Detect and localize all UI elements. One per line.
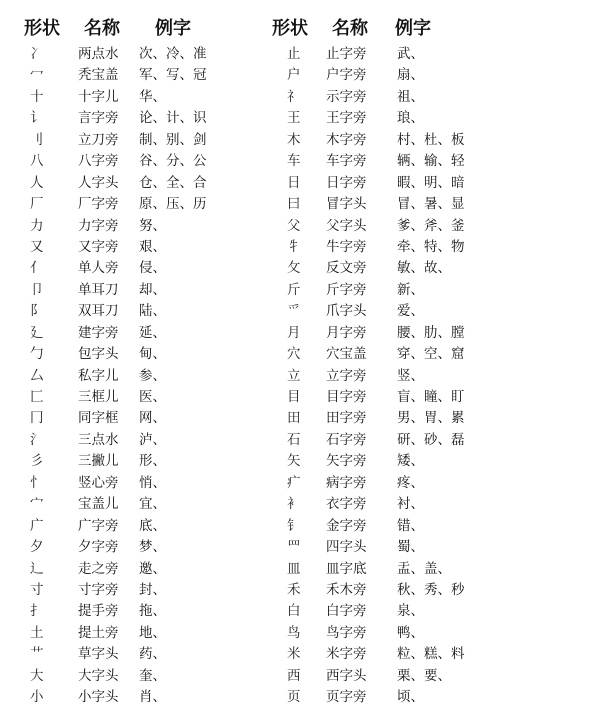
left-name: 单耳刀 [78,281,119,298]
left-name: 两点水 [78,46,119,62]
left-examples: 地、 [139,624,166,641]
right-shape: 疒 [287,474,301,491]
right-examples: 辆、输、轻 [397,153,465,170]
left-shape: 辶 [30,560,44,577]
left-shape: 夕 [30,539,44,556]
table-row [0,473,600,494]
table-row [0,451,600,472]
right-name: 牛字旁 [326,238,367,255]
table-row [0,108,600,129]
right-name: 矢字旁 [326,453,367,470]
right-name: 车字旁 [326,153,367,170]
left-examples: 甸、 [139,346,166,363]
table-row [0,623,600,644]
left-name: 秃宝盖 [78,67,119,84]
left-examples: 封、 [139,581,166,598]
right-examples: 敏、故、 [397,260,451,277]
right-name: 页字旁 [326,689,367,706]
left-shape: 扌 [30,603,44,620]
left-examples: 原、压、历 [139,196,207,213]
left-shape: 亻 [30,260,44,277]
left-examples: 谷、分、公 [139,153,207,170]
right-shape: 米 [287,646,301,663]
left-examples: 底、 [139,517,166,534]
left-name: 走之旁 [78,560,119,577]
header-left-examples: 例字 [155,18,191,39]
left-examples: 华、 [139,88,166,105]
right-examples: 竖、 [397,367,424,384]
table-row [0,65,600,86]
table-row [0,301,600,322]
table-row [0,687,600,708]
radical-table [0,44,600,709]
right-name: 爪字头 [326,303,367,320]
header-left-shape: 形状 [24,18,60,39]
left-name: 十字儿 [78,88,119,105]
left-name: 八字旁 [78,153,119,170]
table-row [0,366,600,387]
right-examples: 顷、 [397,689,424,706]
left-examples: 宜、 [139,496,166,513]
left-examples: 制、别、剑 [139,131,207,148]
right-name: 鸟字旁 [326,624,367,641]
right-examples: 泉、 [397,603,424,620]
left-examples: 军、写、冠 [139,67,207,84]
right-name: 西字头 [326,667,367,684]
left-examples: 梦、 [139,539,166,556]
left-name: 草字头 [78,646,119,663]
right-examples: 粒、糕、料 [397,646,465,663]
left-name: 人字头 [78,174,119,191]
right-examples: 暇、明、暗 [397,174,465,191]
left-shape: 阝 [30,303,44,320]
left-shape: 大 [30,667,44,684]
left-shape: 讠 [30,110,44,127]
table-row [0,644,600,665]
table-row [0,130,600,151]
right-shape: 矢 [287,453,301,470]
table-row [0,344,600,365]
right-name: 皿字底 [326,560,367,577]
table-row [0,387,600,408]
left-shape: 刂 [30,131,44,148]
right-shape: 止 [287,46,301,62]
table-row [0,194,600,215]
right-examples: 鸭、 [397,624,424,641]
left-name: 寸字旁 [78,581,119,598]
left-name: 广字旁 [78,517,119,534]
right-name: 月字旁 [326,324,367,341]
right-shape: 西 [287,667,301,684]
right-examples: 扇、 [397,67,424,84]
left-name: 宝盖儿 [78,496,119,513]
left-name: 夕字旁 [78,539,119,556]
right-examples: 错、 [397,517,424,534]
left-shape: 土 [30,624,44,641]
right-shape: 衤 [287,496,301,513]
right-shape: 钅 [287,517,301,534]
left-examples: 形、 [139,453,166,470]
left-examples: 论、计、识 [139,110,207,127]
left-shape: 冂 [30,410,44,427]
table-row [0,280,600,301]
right-examples: 村、杜、板 [397,131,465,148]
right-name: 石字旁 [326,431,367,448]
left-name: 提手旁 [78,603,119,620]
left-examples: 陆、 [139,303,166,320]
left-name: 建字旁 [78,324,119,341]
left-name: 双耳刀 [78,303,119,320]
right-name: 金字旁 [326,517,367,534]
right-shape: 白 [287,603,301,620]
left-shape: 廴 [30,324,44,341]
right-shape: 户 [287,67,301,84]
right-examples: 祖、 [397,88,424,105]
left-examples: 拖、 [139,603,166,620]
right-shape: 田 [287,410,301,427]
right-examples: 栗、要、 [397,667,451,684]
left-examples: 悄、 [139,474,166,491]
right-name: 止字旁 [326,46,367,62]
left-shape: 人 [30,174,44,191]
table-row [0,559,600,580]
right-shape: 斤 [287,281,301,298]
left-examples: 次、冷、准 [139,46,207,62]
left-name: 同字框 [78,410,119,427]
right-shape: 爫 [287,303,301,320]
right-examples: 盂、盖、 [397,560,451,577]
right-name: 白字旁 [326,603,367,620]
table-row [0,216,600,237]
table-header [0,14,600,40]
left-shape: 彡 [30,453,44,470]
right-examples: 爱、 [397,303,424,320]
right-examples: 腰、肋、膛 [397,324,465,341]
right-examples: 琅、 [397,110,424,127]
left-name: 三撇儿 [78,453,119,470]
right-shape: 鸟 [287,624,301,641]
right-name: 王字旁 [326,110,367,127]
right-name: 病字旁 [326,474,367,491]
right-examples: 矮、 [397,453,424,470]
right-shape: 目 [287,389,301,405]
left-name: 三框儿 [78,389,119,405]
left-shape: 又 [30,238,44,255]
table-row [0,601,600,622]
table-row [0,666,600,687]
table-row [0,258,600,279]
right-examples: 男、胃、累 [397,410,465,427]
left-shape: 八 [30,153,44,170]
right-examples: 牵、特、物 [397,238,465,255]
left-name: 厂字旁 [78,196,119,213]
right-name: 日字旁 [326,174,367,191]
left-examples: 却、 [139,281,166,298]
left-shape: 艹 [30,646,44,663]
left-shape: 氵 [30,431,44,448]
right-shape: 罒 [287,539,301,556]
table-row [0,151,600,172]
left-examples: 网、 [139,410,166,427]
right-shape: 父 [287,217,301,234]
left-shape: 广 [30,517,44,534]
left-examples: 药、 [139,646,166,663]
table-row [0,494,600,515]
right-shape: 牜 [287,238,301,255]
right-examples: 冒、暑、显 [397,196,465,213]
left-name: 力字旁 [78,217,119,234]
right-name: 四字头 [326,539,367,556]
right-shape: 礻 [287,88,301,105]
table-row [0,173,600,194]
right-shape: 王 [287,110,301,127]
table-row [0,537,600,558]
right-name: 木字旁 [326,131,367,148]
table-row [0,580,600,601]
right-shape: 攵 [287,260,301,277]
right-examples: 穿、空、窟 [397,346,465,363]
left-name: 提土旁 [78,624,119,641]
right-shape: 石 [287,431,301,448]
left-examples: 艰、 [139,238,166,255]
right-examples: 秋、秀、秒 [397,581,465,598]
header-right-shape: 形状 [272,18,308,39]
table-row [0,44,600,65]
left-shape: 勹 [30,346,44,363]
left-shape: 忄 [30,474,44,491]
left-examples: 邀、 [139,560,166,577]
right-shape: 木 [287,131,301,148]
right-examples: 盲、瞳、盯 [397,389,465,405]
left-examples: 延、 [139,324,166,341]
right-examples: 蜀、 [397,539,424,556]
left-shape: 卩 [30,281,44,298]
table-row [0,323,600,344]
table-row [0,237,600,258]
right-shape: 立 [287,367,301,384]
right-shape: 车 [287,153,301,170]
left-name: 私字儿 [78,367,119,384]
left-name: 单人旁 [78,260,119,277]
right-name: 斤字旁 [326,281,367,298]
left-name: 又字旁 [78,238,119,255]
left-examples: 泸、 [139,431,166,448]
left-shape: 宀 [30,496,44,513]
right-name: 反文旁 [326,260,367,277]
right-shape: 禾 [287,581,301,598]
right-name: 衣字旁 [326,496,367,513]
table-row [0,516,600,537]
right-shape: 穴 [287,346,301,363]
left-examples: 肖、 [139,689,166,706]
right-shape: 日 [287,174,301,191]
left-name: 小字头 [78,689,119,706]
table-row [0,408,600,429]
left-shape: 厂 [30,196,44,213]
right-shape: 页 [287,689,301,706]
left-examples: 医、 [139,389,166,405]
left-examples: 奎、 [139,667,166,684]
table-row [0,430,600,451]
right-name: 冒字头 [326,196,367,213]
right-name: 父字头 [326,217,367,234]
left-shape: 厶 [30,367,44,384]
header-right-name: 名称 [332,18,368,39]
left-name: 言字旁 [78,110,119,127]
left-examples: 侵、 [139,260,166,277]
left-shape: 力 [30,217,44,234]
right-name: 穴宝盖 [326,346,367,363]
left-name: 大字头 [78,667,119,684]
right-examples: 爹、斧、釜 [397,217,465,234]
left-name: 三点水 [78,431,119,448]
right-examples: 衬、 [397,496,424,513]
left-shape: 寸 [30,581,44,598]
left-examples: 仓、全、合 [139,174,207,191]
right-name: 米字旁 [326,646,367,663]
left-shape: 十 [30,88,44,105]
left-name: 竖心旁 [78,474,119,491]
right-name: 田字旁 [326,410,367,427]
left-name: 立刀旁 [78,131,119,148]
right-name: 立字旁 [326,367,367,384]
right-shape: 曰 [287,196,301,213]
left-examples: 参、 [139,367,166,384]
right-examples: 武、 [397,46,424,62]
left-name: 包字头 [78,346,119,363]
table-row [0,87,600,108]
right-name: 示字旁 [326,88,367,105]
header-left-name: 名称 [84,18,120,39]
right-examples: 疼、 [397,474,424,491]
header-right-examples: 例字 [395,18,431,39]
right-name: 目字旁 [326,389,367,405]
right-examples: 研、砂、磊 [397,431,465,448]
left-shape: 匚 [30,389,44,405]
left-shape: 小 [30,689,44,706]
left-examples: 努、 [139,217,166,234]
right-examples: 新、 [397,281,424,298]
right-name: 禾木旁 [326,581,367,598]
left-shape: 冫 [30,46,44,62]
right-shape: 皿 [287,560,301,577]
left-shape: 冖 [30,67,44,84]
right-shape: 月 [287,324,301,341]
right-name: 户字旁 [326,67,367,84]
